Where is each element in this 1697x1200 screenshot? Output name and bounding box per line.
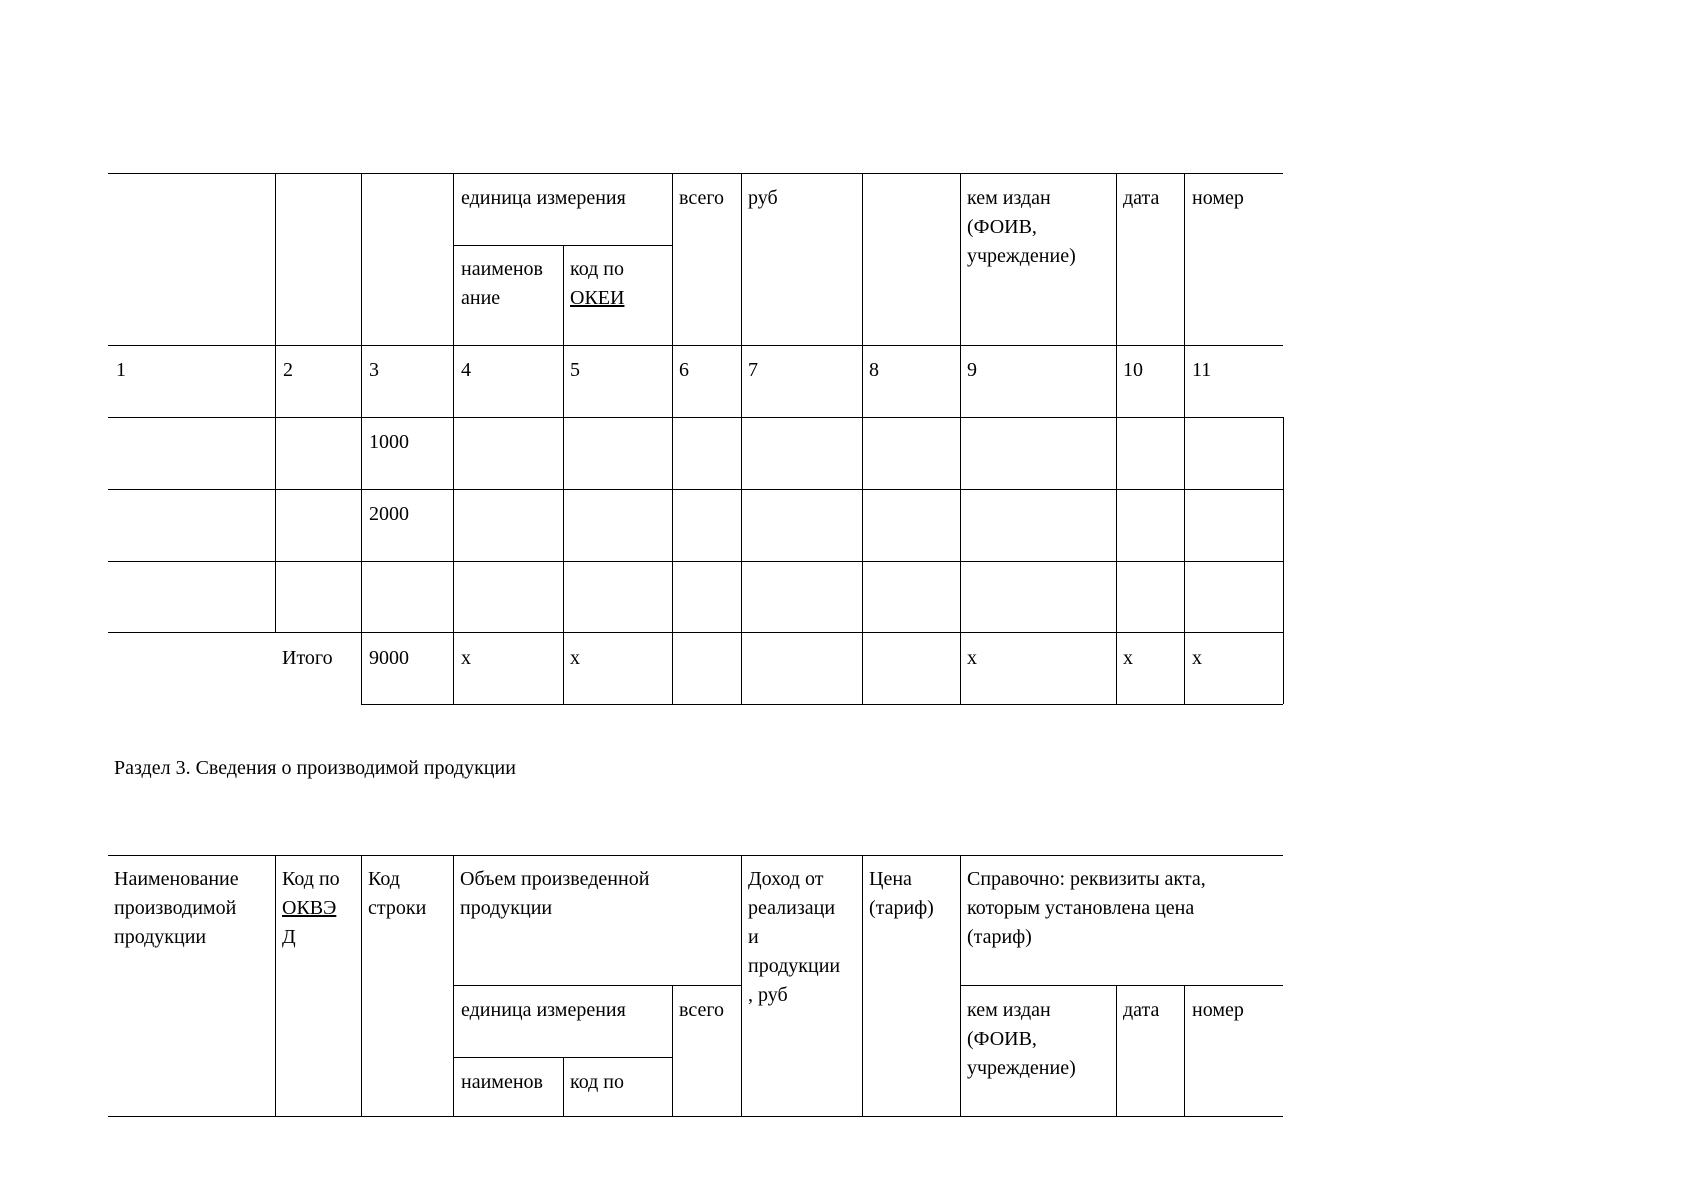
table-1-header-issued-by: кем издан (ФОИВ, учреждение) xyxy=(967,187,1076,267)
table-2-volume-divider xyxy=(453,985,741,986)
table-2-vline-9 xyxy=(1116,985,1117,1116)
column-number: 2 xyxy=(283,359,293,381)
table-2-vline-2 xyxy=(361,855,362,1116)
table-2-vline-5 xyxy=(672,985,673,1116)
table-1-vline-8 xyxy=(960,173,961,704)
table-1-header-rub: руб xyxy=(748,187,778,209)
table-2-header-total: всего xyxy=(679,999,725,1021)
column-number: 7 xyxy=(748,359,758,381)
table-1-row-2-bottom xyxy=(108,561,1283,562)
table-2-header-reference: Справочно: реквизиты акта, которым установлена цена (тариф) xyxy=(967,868,1206,948)
table-1-row-1-bottom xyxy=(108,489,1283,490)
table-1-vline-2 xyxy=(361,173,362,704)
table-1-header-unit-name: наименов ание xyxy=(461,258,543,309)
table-2-vline-6 xyxy=(741,855,742,1116)
table-1-vline-1 xyxy=(275,173,276,632)
column-number: 9 xyxy=(967,359,977,381)
table-2-vline-7 xyxy=(862,855,863,1116)
total-x-mark: x xyxy=(967,647,977,669)
table-1-row-3-bottom xyxy=(108,632,1283,633)
table-2-vline-1 xyxy=(275,855,276,1116)
table-2-header-okved-prefix: Код по xyxy=(282,868,340,890)
table-1-numbers-bottom xyxy=(108,417,1283,418)
table-1-vline-5 xyxy=(672,173,673,704)
row-code: 2000 xyxy=(369,503,409,525)
table-2-reference-divider xyxy=(960,985,1283,986)
section-3-title: Раздел 3. Сведения о производимой продукции xyxy=(114,757,516,779)
column-number: 1 xyxy=(116,359,126,381)
table-2-header-row-code: Код строки xyxy=(368,868,427,919)
column-number: 11 xyxy=(1192,359,1212,381)
column-number: 8 xyxy=(869,359,879,381)
column-number: 4 xyxy=(461,359,471,381)
total-x-mark: x xyxy=(1123,647,1133,669)
total-x-mark: x xyxy=(461,647,471,669)
table-1-header-unit-group: единица измерения xyxy=(461,187,626,209)
column-number: 6 xyxy=(679,359,689,381)
table-2-header-issued-by: кем издан (ФОИВ, учреждение) xyxy=(967,999,1076,1079)
total-x-mark: x xyxy=(1192,647,1202,669)
table-2-header-price: Цена (тариф) xyxy=(869,868,934,919)
table-1-header-okei-link[interactable]: ОКЕИ xyxy=(570,287,625,309)
table-2-header-volume: Объем произведенной продукции xyxy=(460,868,650,919)
table-1-header-date: дата xyxy=(1123,187,1160,209)
table-2-header-income: Доход от реализаци и продукции , руб xyxy=(748,868,841,1006)
table-2-vline-4 xyxy=(563,1057,564,1116)
total-label: Итого xyxy=(282,647,333,669)
table-2-header-number: номер xyxy=(1192,999,1244,1021)
table-1-right-border xyxy=(1283,417,1284,704)
table-1-vline-7 xyxy=(862,173,863,704)
table-2-vline-10 xyxy=(1184,985,1185,1116)
table-2-vline-8 xyxy=(960,855,961,1116)
table-1-vline-6 xyxy=(741,173,742,704)
column-number: 10 xyxy=(1123,359,1143,381)
table-2-header-okei-prefix: код по xyxy=(570,1071,625,1093)
table-1-header-number: номер xyxy=(1192,187,1244,209)
column-number: 3 xyxy=(369,359,379,381)
total-x-mark: x xyxy=(570,647,580,669)
column-number: 5 xyxy=(570,359,580,381)
table-2-header-date: дата xyxy=(1123,999,1160,1021)
row-code: 1000 xyxy=(369,431,409,453)
table-2-top-border xyxy=(108,855,1283,856)
table-1-vline-4 xyxy=(563,245,564,704)
table-1-header-okei-prefix: код по xyxy=(570,258,625,280)
table-1-vline-3 xyxy=(453,173,454,704)
table-1-bottom-border xyxy=(361,704,1283,705)
table-2-header-unit-group: единица измерения xyxy=(461,999,626,1021)
table-2-header-product-name: Наименование производимой продукции xyxy=(114,868,239,948)
table-1-vline-10 xyxy=(1184,173,1185,704)
table-2-vline-3 xyxy=(453,855,454,1116)
table-1-top-border xyxy=(108,173,1283,174)
table-2-header-okved-link[interactable]: ОКВЭ Д xyxy=(282,897,337,948)
table-2-header-unit-name: наименов xyxy=(461,1071,543,1093)
table-2-bottom-border xyxy=(108,1116,1283,1117)
table-1-header-total: всего xyxy=(679,187,725,209)
table-1-header-bottom xyxy=(108,345,1283,346)
table-1-vline-9 xyxy=(1116,173,1117,704)
total-code: 9000 xyxy=(369,647,409,669)
